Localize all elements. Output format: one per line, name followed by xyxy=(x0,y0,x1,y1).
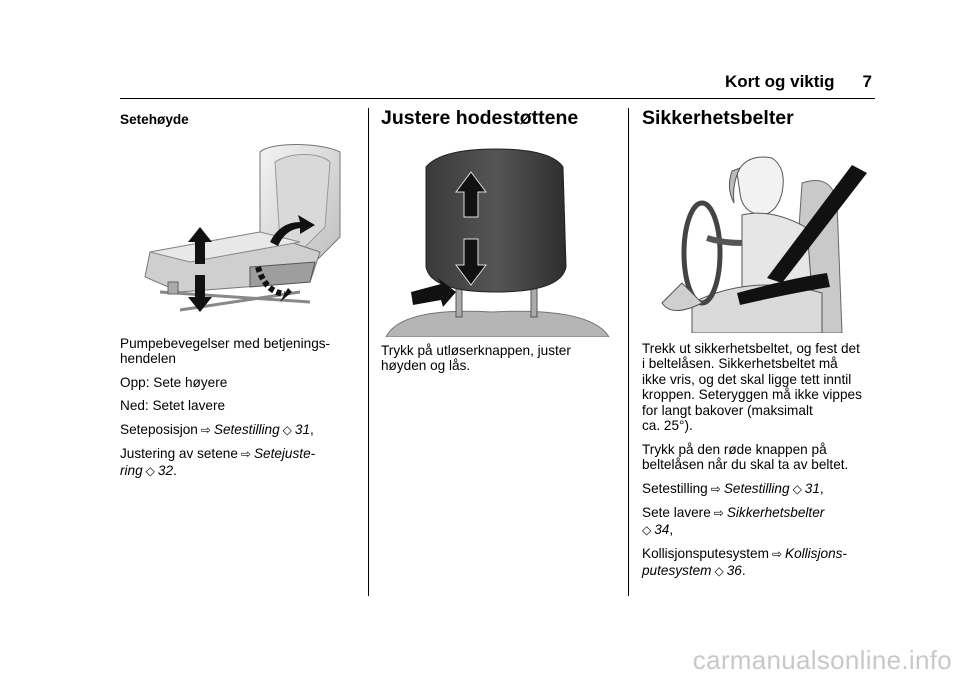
cross-ref-airbags: Kollisjonsputesystem ⇨ Kollisjons- putesystem ◇ 36. xyxy=(642,546,847,578)
page-reference-icon: ◇ xyxy=(145,463,155,478)
reference-arrow-icon: ⇨ xyxy=(240,447,251,461)
page-reference-icon: ◇ xyxy=(714,563,724,578)
reference-arrow-icon: ⇨ xyxy=(200,422,211,437)
watermark: carmanualsonline.info xyxy=(692,645,952,675)
ref-page-seat-position-3[interactable]: 31 xyxy=(804,480,820,496)
page-reference-icon: ◇ xyxy=(792,481,802,496)
paragraph-up: Opp: Sete høyere xyxy=(120,374,228,390)
cross-ref-seat-adjustment-3: Setestilling ⇨ Setestilling ◇ 31, xyxy=(642,480,824,496)
column-seat-belts xyxy=(642,108,882,587)
header-rule xyxy=(120,98,875,99)
cross-ref-seat-position: Seteposisjon ⇨ Setestilling ◇ 31, xyxy=(120,421,314,437)
column-headrest xyxy=(381,108,621,382)
paragraph-belt-instructions: Trekk ut sikkerhetsbeltet, og fest det i beltelåsen. Sikkerhetsbeltet må ikke vris, og det skal ligge tett inntil kroppen. Seteryggen må ikke vippes for langt bakover (maksimalt ca. 25°). xyxy=(642,340,862,433)
paragraph-headrest-instructions: Trykk på utløserknappen, juster høyden og lås. xyxy=(381,342,571,373)
section-heading-seat-height: Setehøyde xyxy=(120,112,189,127)
cross-ref-seat-adjustment: Justering av setene ⇨ Setejuste- ring ◇ 32. xyxy=(120,446,316,478)
reference-arrow-icon: ⇨ xyxy=(713,506,724,520)
reference-arrow-icon: ⇨ xyxy=(771,547,782,561)
cross-ref-seat-belts: Sete lavere ⇨ Sikkerhetsbelter ◇ 34, xyxy=(642,505,825,537)
ref-link-seat-position[interactable]: Setestilling xyxy=(213,421,280,437)
column-divider-1 xyxy=(368,108,369,596)
ref-page-seat-adjustment[interactable]: 32 xyxy=(157,462,174,478)
ref-link-airbags[interactable]: Kollisjons- putesystem xyxy=(642,546,847,578)
paragraph-pump-motion: Pumpebevegelser med betjenings- hendelen xyxy=(120,335,331,366)
ref-link-seat-position-3[interactable]: Setestilling xyxy=(723,480,790,496)
ref-page-seat-position[interactable]: 31 xyxy=(294,421,311,437)
ref-page-seat-belts[interactable]: 34 xyxy=(654,521,670,537)
section-heading-headrest: Justere hodestøttene xyxy=(381,107,579,129)
seat-height-illustration xyxy=(120,142,350,322)
column-divider-2 xyxy=(628,108,629,596)
ref-page-airbags[interactable]: 36 xyxy=(726,562,742,578)
section-heading-seat-belts: Sikkerhetsbelter xyxy=(642,107,794,129)
reference-arrow-icon: ⇨ xyxy=(710,481,721,496)
paragraph-down: Ned: Setet lavere xyxy=(120,398,226,413)
column-seat-height xyxy=(120,108,355,487)
page-header xyxy=(725,72,872,92)
ref-link-seat-belts[interactable]: Sikkerhetsbelter xyxy=(726,505,825,520)
paragraph-release-button: Trykk på den røde knappen på beltelåsen når du skal ta av beltet. xyxy=(642,441,849,472)
headrest-illustration xyxy=(381,147,611,337)
page-reference-icon: ◇ xyxy=(282,422,292,437)
page-number: 7 xyxy=(862,72,872,91)
seat-belt-illustration xyxy=(642,143,872,333)
header-title: Kort og viktig xyxy=(724,72,835,91)
page-reference-icon: ◇ xyxy=(642,522,652,537)
ref-link-seat-adjustment[interactable]: Setejuste- ring xyxy=(120,446,316,478)
